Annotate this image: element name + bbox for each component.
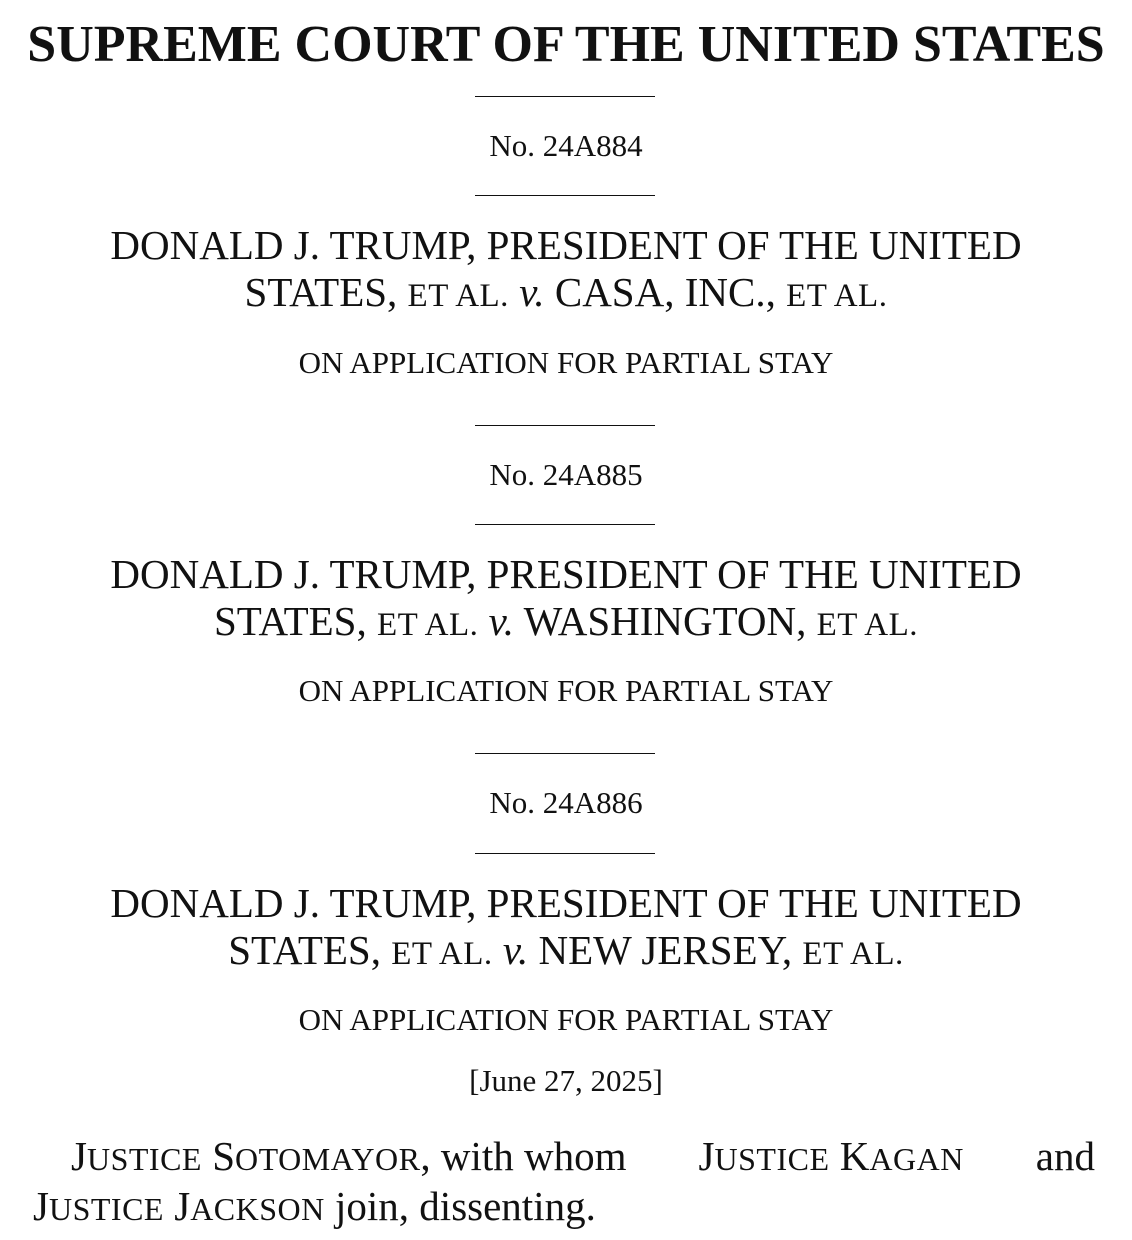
case-caption-line2: STATES, ET AL. v. WASHINGTON, ET AL.	[213, 598, 919, 644]
case-caption	[0, 551, 1132, 649]
docket-number: No. 24A884	[489, 128, 643, 163]
case-caption	[0, 880, 1132, 978]
docket-number: No. 24A885	[489, 457, 643, 492]
application-line: ON APPLICATION FOR PARTIAL STAY	[298, 345, 834, 380]
case-caption-line2: STATES, ET AL. v. CASA, INC., ET AL.	[244, 269, 888, 315]
divider-rule	[475, 524, 655, 525]
case-caption-line1: DONALD J. TRUMP, PRESIDENT OF THE UNITED	[110, 880, 1022, 926]
justice-kagan: JUSTICE KAGAN	[698, 1133, 964, 1179]
case-caption-line1: DONALD J. TRUMP, PRESIDENT OF THE UNITED	[110, 222, 1022, 268]
divider-rule	[475, 853, 655, 854]
docket-number: No. 24A886	[489, 785, 643, 820]
court-title: SUPREME COURT OF THE UNITED STATES	[27, 16, 1105, 73]
divider-rule	[475, 195, 655, 196]
divider-rule	[475, 96, 655, 97]
decision-date: [June 27, 2025]	[469, 1063, 663, 1098]
conjunction-and: and	[1035, 1133, 1095, 1179]
case-caption-line2: STATES, ET AL. v. NEW JERSEY, ET AL.	[228, 927, 904, 973]
justice-sotomayor: JUSTICE SOTOMAYOR, with whom	[71, 1133, 627, 1179]
application-line: ON APPLICATION FOR PARTIAL STAY	[298, 673, 834, 708]
case-caption	[0, 222, 1132, 320]
opinion-opening	[33, 1133, 1095, 1233]
divider-rule	[475, 753, 655, 754]
application-line: ON APPLICATION FOR PARTIAL STAY	[298, 1002, 834, 1037]
opinion-opening-line1	[33, 1133, 1095, 1183]
case-caption-line1: DONALD J. TRUMP, PRESIDENT OF THE UNITED	[110, 551, 1022, 597]
divider-rule	[475, 425, 655, 426]
opinion-opening-line2: JUSTICE JACKSON join, dissenting.	[33, 1183, 596, 1229]
